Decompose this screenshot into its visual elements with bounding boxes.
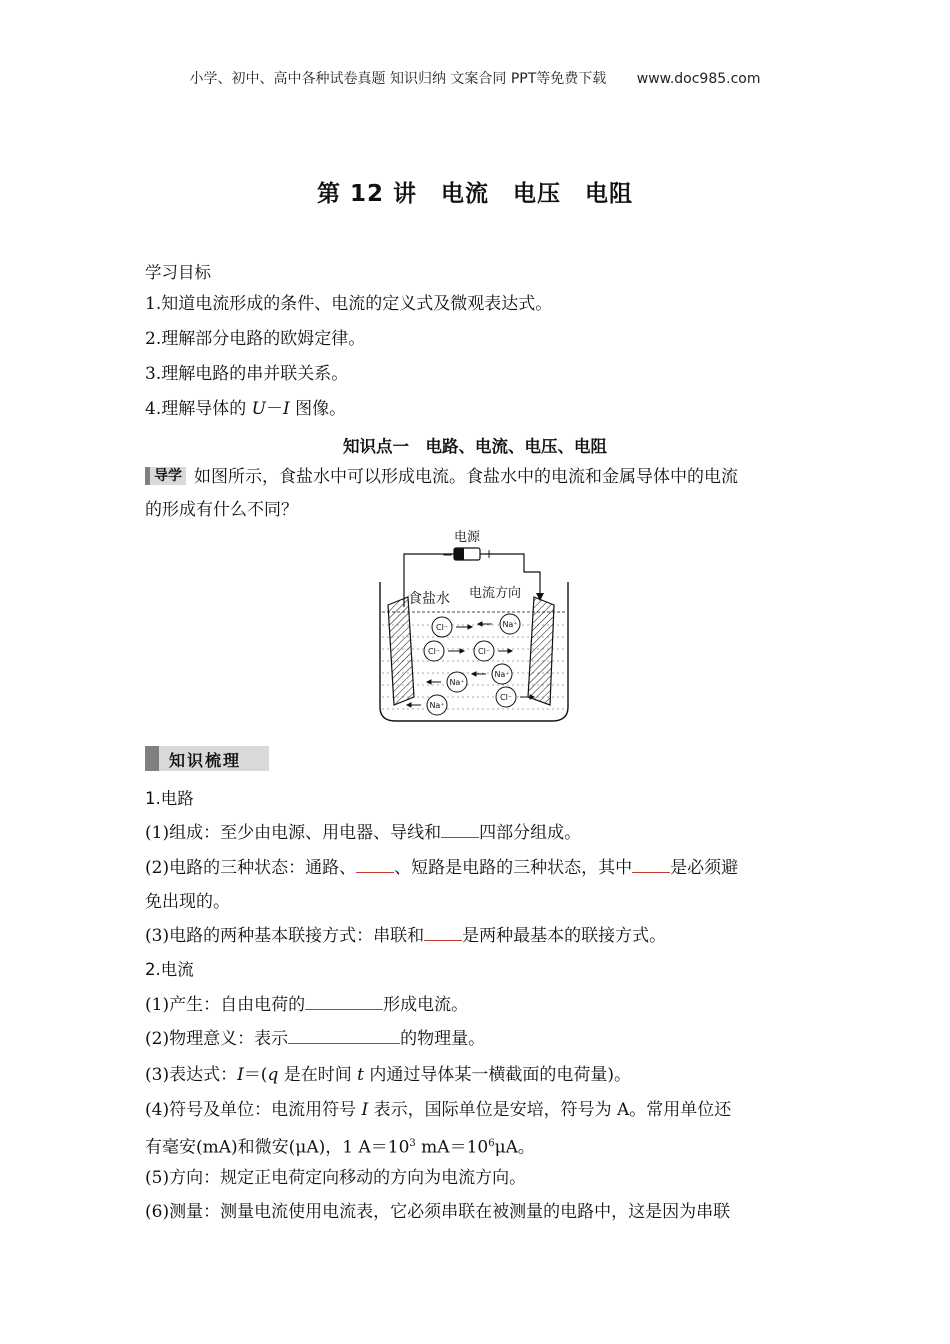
circuit-item-3 bbox=[145, 919, 809, 953]
knowledge-box-bar bbox=[145, 746, 159, 771]
objective-text: 4.理解导体的 bbox=[145, 399, 252, 419]
symbol-t: t bbox=[357, 1065, 364, 1085]
guide-line-2: 的形成有什么不同？ bbox=[145, 500, 298, 520]
current-item-5: (5)方向：规定正电荷定向移动的方向为电流方向。 bbox=[145, 1168, 527, 1188]
text: (1)产生：自由电荷的 bbox=[145, 995, 306, 1015]
exponent: 3 bbox=[409, 1138, 416, 1149]
current-item-3 bbox=[145, 1058, 809, 1092]
ion-na-label: Na⁺ bbox=[502, 620, 518, 629]
symbol-q: q bbox=[267, 1065, 279, 1085]
guide-line-1 bbox=[145, 460, 809, 494]
text: (3)表达式： bbox=[145, 1065, 238, 1085]
objective-text: 图像。 bbox=[289, 399, 347, 419]
guide-tag: 导学 bbox=[145, 467, 186, 485]
salt-water-label: 食盐水 bbox=[408, 591, 450, 607]
fill-blank[interactable] bbox=[356, 854, 394, 873]
objectives-heading: 学习目标 bbox=[145, 263, 211, 282]
fill-blank[interactable] bbox=[441, 819, 479, 838]
circuit-item-1 bbox=[145, 816, 809, 850]
current-direction-label: 电流方向 bbox=[469, 586, 522, 601]
text: (2)电路的三种状态：通路、 bbox=[145, 858, 357, 878]
text: 的物理量。 bbox=[400, 1029, 486, 1049]
objective-item-4 bbox=[145, 392, 809, 426]
right-electrode bbox=[528, 597, 554, 705]
fill-blank[interactable] bbox=[305, 991, 383, 1010]
objective-item: 1.知道电流形成的条件、电流的定义式及微观表达式。 bbox=[145, 294, 553, 314]
dash: － bbox=[265, 399, 283, 419]
text: 、短路是电路的三种状态，其中 bbox=[394, 858, 633, 878]
ion-na-label: Na⁺ bbox=[449, 678, 465, 687]
current-item-6: (6)测量：测量电流使用电流表，它必须串联在被测量的电路中，这是因为串联 bbox=[145, 1202, 731, 1222]
text: 是在时间 bbox=[278, 1065, 358, 1085]
circuit-item-2-cont: 免出现的。 bbox=[145, 892, 230, 912]
current-item-4-cont bbox=[145, 1127, 809, 1165]
exponent: 6 bbox=[488, 1138, 495, 1149]
text: 有毫安(mA)和微安(μA)，1 A＝10 bbox=[145, 1137, 410, 1158]
text: (1)组成：至少由电源、用电器、导线和 bbox=[145, 823, 442, 843]
fill-blank[interactable] bbox=[632, 854, 670, 873]
symbol-i: I bbox=[237, 1065, 244, 1085]
text: 是两种最基本的联接方式。 bbox=[462, 926, 667, 946]
power-label: 电源 bbox=[454, 530, 481, 545]
symbol-i: I bbox=[361, 1100, 369, 1120]
current-heading: 2.电流 bbox=[145, 960, 194, 979]
symbol-i: I bbox=[282, 399, 290, 419]
current-item-4 bbox=[145, 1093, 809, 1127]
header-text: 小学、初中、高中各种试卷真题 知识归纳 文案合同 PPT等免费下载 bbox=[189, 71, 607, 87]
text: (3)电路的两种基本联接方式：串联和 bbox=[145, 926, 425, 946]
left-electrode bbox=[388, 597, 414, 705]
minus-sign: − bbox=[442, 548, 453, 563]
ion-na-label: Na⁺ bbox=[429, 701, 445, 710]
objective-item: 2.理解部分电路的欧姆定律。 bbox=[145, 329, 366, 349]
text: ＝( bbox=[243, 1065, 268, 1085]
knowledge-box bbox=[145, 746, 269, 771]
objective-item: 3.理解电路的串并联关系。 bbox=[145, 364, 349, 384]
page-header bbox=[0, 68, 950, 88]
battery-terminal bbox=[454, 548, 464, 560]
ion-cl-label: Cl⁻ bbox=[499, 693, 513, 702]
current-item-1 bbox=[145, 988, 809, 1022]
text: 是必须避 bbox=[670, 858, 739, 878]
ion-cl-label: Cl⁻ bbox=[477, 647, 491, 656]
text: mA＝10 bbox=[415, 1137, 489, 1158]
salt-water-diagram bbox=[374, 527, 574, 727]
current-item-2 bbox=[145, 1022, 809, 1056]
fill-blank[interactable] bbox=[288, 1025, 400, 1044]
page-title: 第 12 讲 电流 电压 电阻 bbox=[316, 181, 634, 207]
knowledge-box-label: 知识梳理 bbox=[169, 751, 242, 770]
section-heading: 知识点一 电路、电流、电压、电阻 bbox=[343, 437, 607, 456]
text: 四部分组成。 bbox=[479, 823, 582, 843]
header-url[interactable]: www.doc985.com bbox=[636, 71, 761, 87]
text: μA。 bbox=[494, 1137, 535, 1158]
text: 内通过导体某一横截面的电荷量)。 bbox=[364, 1065, 632, 1085]
symbol-u: U bbox=[251, 399, 266, 419]
plus-sign: + bbox=[484, 547, 495, 561]
ion-cl-label: Cl⁻ bbox=[427, 647, 441, 656]
fill-blank[interactable] bbox=[424, 922, 462, 941]
ion-na-label: Na⁺ bbox=[494, 670, 510, 679]
text: 表示，国际单位是安培，符号为 A。常用单位还 bbox=[368, 1100, 732, 1120]
ion-cl-label: Cl⁻ bbox=[435, 623, 449, 632]
circuit-heading: 1.电路 bbox=[145, 789, 194, 808]
guide-text: 如图所示，食盐水中可以形成电流。食盐水中的电流和金属导体中的电流 bbox=[194, 467, 738, 487]
text: 形成电流。 bbox=[383, 995, 469, 1015]
text: (4)符号及单位：电流用符号 bbox=[145, 1100, 362, 1120]
circuit-item-2 bbox=[145, 851, 809, 885]
text: (2)物理意义：表示 bbox=[145, 1029, 289, 1049]
